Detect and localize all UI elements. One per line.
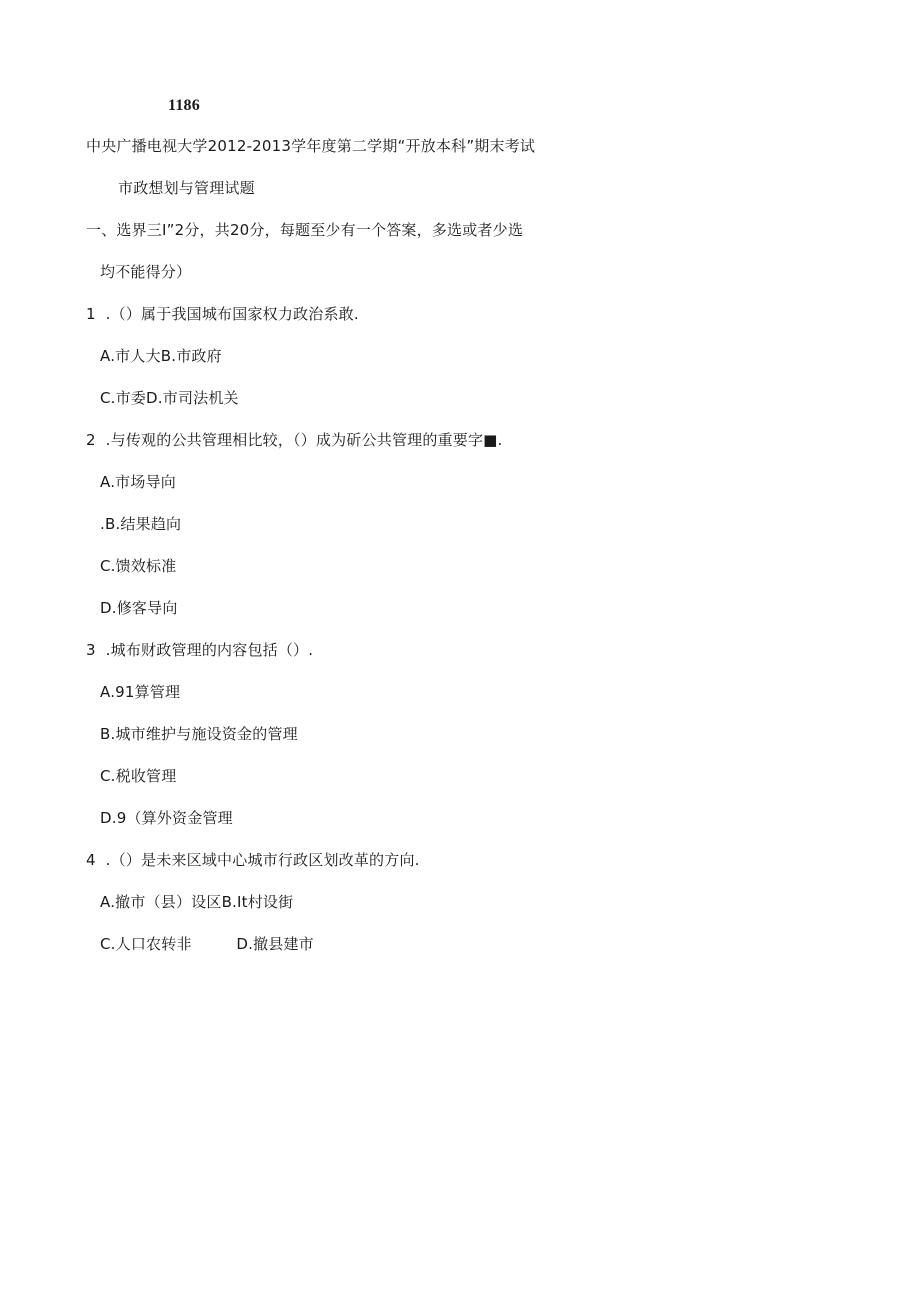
question-3-stem: 3 .城布财政管理的内容包括（）. <box>86 641 314 659</box>
question-1-options-row1: A.市人大B.市政府 <box>100 347 222 365</box>
exam-title: 中央广播电视大学2012-2013学年度第二学期“开放本科”期末考试 <box>86 137 536 155</box>
question-2-option-a: A.市场导向 <box>100 473 176 491</box>
question-1-stem: 1 .（）属于我国城布国家权力政治系敢. <box>86 305 359 323</box>
question-2-option-c: C.馈效标准 <box>100 557 177 575</box>
course-code: 1186 <box>168 97 200 114</box>
question-2-stem: 2 .与传观的公共管理相比较，（）成为斫公共管理的重要字■. <box>86 431 503 449</box>
question-2-option-d: D.修客导向 <box>100 599 178 617</box>
question-3-option-c: C.税收管理 <box>100 767 177 785</box>
question-4-stem: 4 .（）是未来区域中心城市行政区划改革的方向. <box>86 851 420 869</box>
question-1-options-row2: C.市委D.市司法机关 <box>100 389 239 407</box>
question-4-options-row1: A.撤市（县）设区B.It村设街 <box>100 893 294 911</box>
subject-title: 市政想划与管理试题 <box>118 179 255 197</box>
question-3-option-a: A.91算管理 <box>100 683 181 701</box>
question-4-options-row2: C.人口农转非 D.撤县建市 <box>100 935 314 953</box>
section-heading-line1: 一、选界三I”2分，共20分，每题至少有一个答案，多选或者少选 <box>86 221 524 239</box>
question-2-option-b: .B.结果趋向 <box>100 515 182 533</box>
question-3-option-b: B.城市维护与施设资金的管理 <box>100 725 298 743</box>
question-3-option-d: D.9（算外资金管理 <box>100 809 233 827</box>
section-heading-line2: 均不能得分） <box>100 263 192 281</box>
